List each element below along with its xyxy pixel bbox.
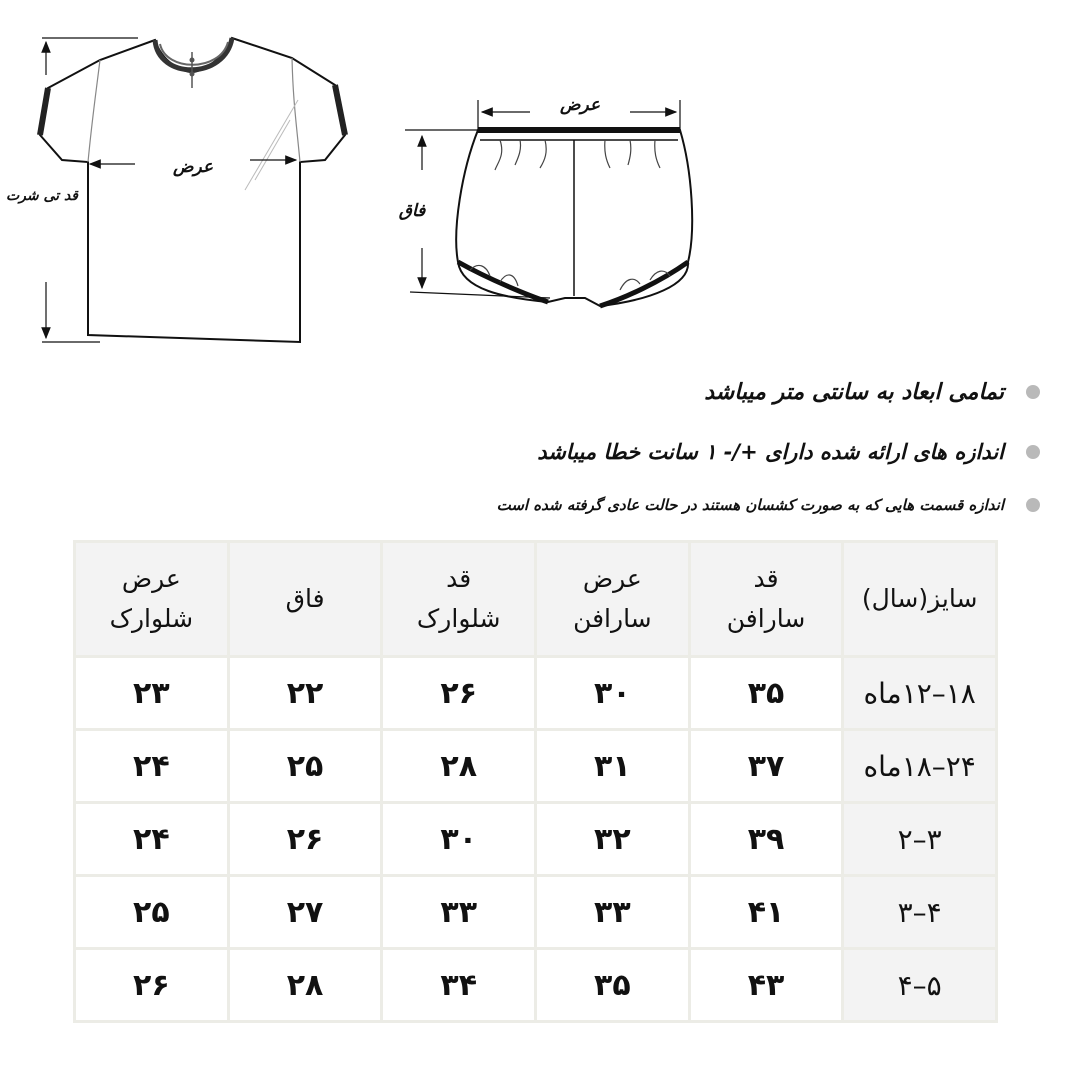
header-label: عرض — [121, 564, 181, 593]
rise-cell: ۲۷ — [228, 876, 382, 949]
shorts-width-cell: ۲۴ — [75, 730, 229, 803]
bullet-icon — [1026, 445, 1040, 459]
shorts-length-cell: ۳۴ — [382, 949, 536, 1022]
rise-cell: ۲۵ — [228, 730, 382, 803]
table-row — [75, 876, 997, 949]
bullet-icon — [1026, 385, 1040, 399]
table-row — [75, 730, 997, 803]
rise-cell: ۲۲ — [228, 657, 382, 730]
size-cell: ۵–۴ — [843, 949, 997, 1022]
note-text: اندازه های ارائه شده دارای +/- ۱ سانت خطا میباشد — [537, 440, 1004, 464]
size-cell: ۴–۳ — [843, 876, 997, 949]
header-label: شلوارک — [109, 604, 194, 633]
dress-width-cell: ۳۰ — [536, 657, 690, 730]
tshirt-width-label: عرض — [172, 157, 214, 177]
header-rise — [228, 542, 382, 657]
header-label: فاق — [285, 584, 325, 613]
shorts-length-cell: ۲۶ — [382, 657, 536, 730]
header-label: شلوارک — [416, 604, 501, 633]
table-row — [75, 657, 997, 730]
bullet-icon — [1026, 498, 1040, 512]
shorts-illustration — [456, 130, 692, 306]
header-label: سارافن — [726, 604, 806, 633]
shorts-width-cell: ۲۵ — [75, 876, 229, 949]
measurement-notes — [40, 362, 1040, 528]
shorts-length-cell: ۳۳ — [382, 876, 536, 949]
table-row — [75, 949, 997, 1022]
header-shorts-width — [75, 542, 229, 657]
size-cell: ۲۴–۱۸ماه — [843, 730, 997, 803]
dress-width-cell: ۳۲ — [536, 803, 690, 876]
header-size — [843, 542, 997, 657]
header-label: عرض — [582, 564, 642, 593]
table-row — [75, 803, 997, 876]
dress-length-cell: ۳۷ — [689, 730, 843, 803]
rise-cell: ۲۶ — [228, 803, 382, 876]
size-cell: ۳–۲ — [843, 803, 997, 876]
header-shorts-length — [382, 542, 536, 657]
dress-length-cell: ۳۹ — [689, 803, 843, 876]
shorts-length-cell: ۳۰ — [382, 803, 536, 876]
size-cell: ۱۸–۱۲ماه — [843, 657, 997, 730]
shorts-width-label: عرض — [559, 95, 601, 115]
header-label: قد — [446, 564, 472, 593]
header-dress-length — [689, 542, 843, 657]
shorts-width-cell: ۲۴ — [75, 803, 229, 876]
note-item — [40, 422, 1040, 482]
header-label: سارافن — [573, 604, 652, 633]
note-text: اندازه قسمت هایی که به صورت کشسان هستند در حالت عادی گرفته شده است — [496, 496, 1004, 514]
measurement-diagram — [0, 0, 1080, 360]
table-header-row — [75, 542, 997, 657]
dress-length-cell: ۴۱ — [689, 876, 843, 949]
tshirt-illustration — [40, 38, 345, 342]
dress-width-cell: ۳۱ — [536, 730, 690, 803]
note-item — [40, 362, 1040, 422]
shorts-rise-label: فاق — [398, 201, 426, 221]
note-item — [40, 482, 1040, 528]
dress-length-cell: ۳۵ — [689, 657, 843, 730]
header-dress-width — [536, 542, 690, 657]
shorts-width-cell: ۲۳ — [75, 657, 229, 730]
rise-cell: ۲۸ — [228, 949, 382, 1022]
header-label: سایز(سال) — [861, 584, 978, 613]
dress-width-cell: ۳۳ — [536, 876, 690, 949]
note-text: تمامی ابعاد به سانتی متر میباشد — [704, 379, 1004, 405]
header-label: قد — [753, 564, 779, 593]
size-table — [73, 540, 998, 1023]
tshirt-height-label: قد تی شرت — [6, 188, 78, 204]
shorts-width-cell: ۲۶ — [75, 949, 229, 1022]
shorts-length-cell: ۲۸ — [382, 730, 536, 803]
dress-length-cell: ۴۳ — [689, 949, 843, 1022]
dress-width-cell: ۳۵ — [536, 949, 690, 1022]
